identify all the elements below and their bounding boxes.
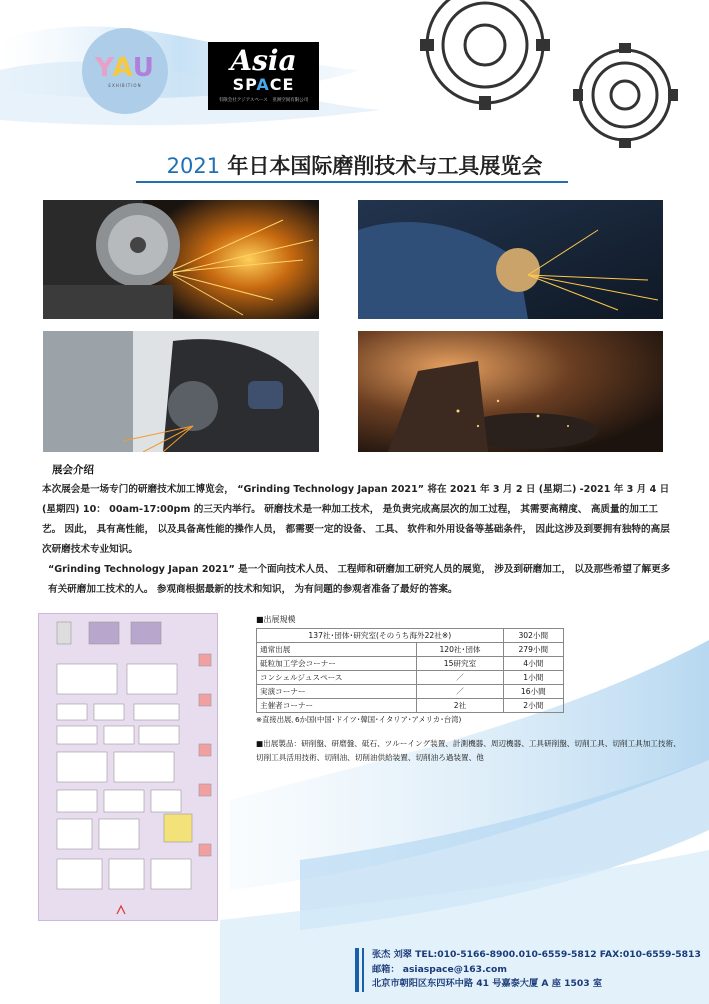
table-cell: 302小間 (503, 629, 563, 643)
table-cell: 砥粒加工学会コーナー (257, 657, 417, 671)
table-cell: 主催者コーナー (257, 699, 417, 713)
table-cell: 1小間 (503, 671, 563, 685)
photo-grinding-saw (43, 200, 319, 319)
intro-paragraph-2: “Grinding Technology Japan 2021” 是一个面向技术人员、 工程师和研磨加工研究人员的展览， 涉及到研磨加工， 以及那些希望了解更多有关研磨加工技术的人。 参观商根据最新的技术和知识， 为有问题的参观者准备了最好的答案。 (48, 564, 671, 595)
intro-heading: 展会介绍 (52, 464, 94, 476)
photo-angle-grinder-worker (358, 200, 663, 319)
table-cell: 2小間 (503, 699, 563, 713)
gears-decoration (400, 0, 700, 150)
table-row (257, 671, 564, 685)
table-cell: 通常出展 (257, 643, 417, 657)
table-cell: 137社･団体･研究室(そのうち海外22社※) (257, 629, 504, 643)
table-cell: ／ (417, 685, 503, 699)
title-underline (136, 181, 568, 183)
intro-paragraph-1: 本次展会是一场专门的研磨技术加工博览会， “Grinding Technology Japan 2021” 将在 2021 年 3 月 2 日 (星期二) -2021 年 3 月 4 日 (星期四) 10： 00am-17:00pm 的三天内举行。 研磨技术是一种加工技术， 是负责完成高层次的加工过程， 其需要高精度、 高质量的加工工艺。 因此， 具有高性能， 以及具备高性能的操作人员， 都需要一定的设备、 工具、 软件和外用设备等基础条件， 因此这涉及到要拥有独特的高层次研磨技术专业知识。 (42, 484, 670, 555)
table-cell: 16小間 (503, 685, 563, 699)
floor-plan-map (38, 613, 218, 921)
yau-exhibition-logo (82, 28, 168, 114)
exhibit-products (256, 737, 686, 765)
table-cell: 279小間 (503, 643, 563, 657)
table-cell: 4小間 (503, 657, 563, 671)
yau-logo-sub: EXHIBITION (108, 82, 142, 88)
exhibit-scale-label: ■出展規模 (256, 615, 296, 624)
intro-body (42, 480, 672, 600)
table-cell: ／ (417, 671, 503, 685)
asia-space-logo-line1: Asia (230, 44, 297, 77)
asia-space-logo-line2: SPACE (232, 75, 295, 94)
photo-workshop-sparks (358, 331, 663, 452)
table-cell: 2社 (417, 699, 503, 713)
contact-footer (372, 948, 701, 992)
asia-space-logo-sub: 有限会社アジアスペース 亚洲空间有限公司 (218, 98, 309, 103)
exhibit-products-list: 研削盤、研磨盤、砥石、ツルーイング装置、計測機器、周辺機器、工具研削盤、切削工具、切削工具加工技術、切削工具活用技術、切削油、切削油供給装置、切削油ろ過装置、他 (256, 739, 681, 762)
table-row (257, 643, 564, 657)
contact-email-line: 邮箱： asiaspace@163.com (372, 963, 507, 975)
table-cell: 15研究室 (417, 657, 503, 671)
exhibit-products-label: ■出展製品： (256, 739, 302, 748)
table-row (257, 699, 564, 713)
asia-space-logo (208, 42, 319, 110)
contact-address-line: 北京市朝阳区东四环中路 41 号嘉泰大厦 A 座 1503 室 (372, 978, 603, 989)
yau-letter-a: A (112, 52, 133, 83)
yau-letter-y: Y (95, 52, 113, 83)
table-row (257, 629, 564, 643)
exhibit-scale-table (256, 628, 564, 713)
photo-hand-grinder-sparks (43, 331, 319, 452)
exhibit-scale-section (256, 614, 681, 765)
footer-accent-bar (355, 948, 359, 992)
title-year: 2021 (166, 154, 221, 178)
table-row (257, 685, 564, 699)
table-cell: 実演コーナー (257, 685, 417, 699)
page-title (0, 150, 709, 180)
footer-accent-bar-thin (362, 948, 364, 992)
table-cell: 120社･団体 (417, 643, 503, 657)
table-cell: コンシェルジュスペース (257, 671, 417, 685)
table-row (257, 657, 564, 671)
yau-letter-u: U (132, 52, 155, 83)
exhibit-scale-note: ※直接出展､6か国(中国･ドイツ･韓国･イタリア･アメリカ･台湾) (256, 715, 462, 724)
contact-phone-line: 张杰 刘翠 TEL:010-5166-8900.010-6559-5812 FAX:010-6559-5813 (372, 949, 701, 960)
title-text: 年日本国际磨削技术与工具展览会 (220, 154, 543, 178)
